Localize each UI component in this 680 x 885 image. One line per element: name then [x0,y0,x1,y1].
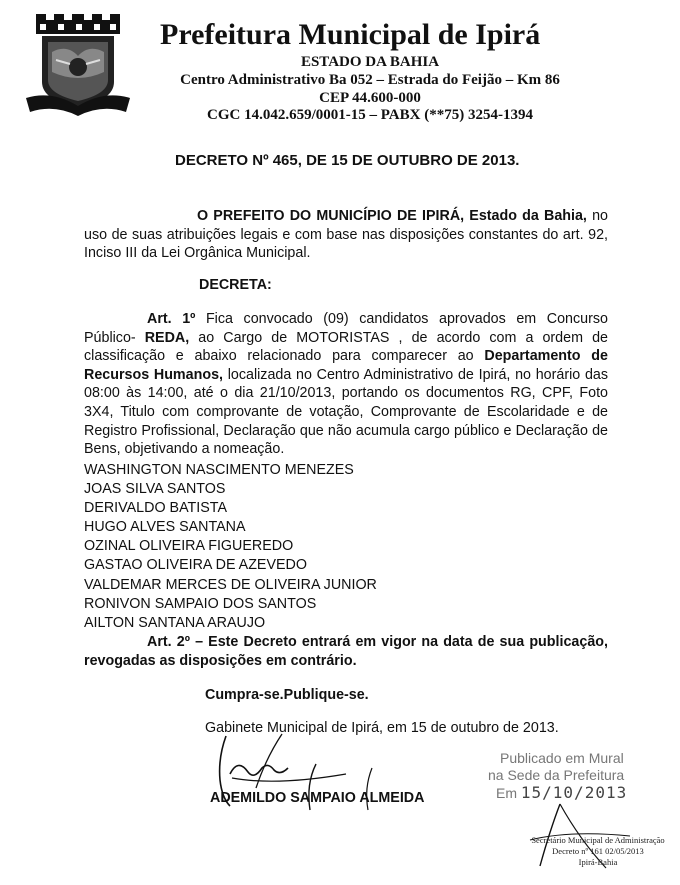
article-2-label: Art. 2º [147,634,190,650]
note-line-1: Secretário Municipal de Administração [531,835,665,845]
article-1-bold-1: REDA, [144,329,190,346]
publication-stamp [482,750,642,802]
article-1-paragraph [84,310,608,459]
article-1-text-3: localizada no Centro Administrativo de Ipirá, no horário das 08:00 às 14:00, até o dia 21/10/2013, portando os documentos RG, CPF, Foto 3X4, Titulo com comprovante de votação, Comprovante de Escolaridade e de Registro Profissional, Declaração que não acumula cargo público e Declaração de Bens, objetivando a nomeação. [84,366,608,458]
page-title: Prefeitura Municipal de Ipirá [160,18,541,51]
article-2-paragraph [84,633,608,670]
stamp-line-2: na Sede da Prefeitura [488,767,625,783]
list-item: VALDEMAR MERCES DE OLIVEIRA JUNIOR [84,576,377,593]
stamp-line-1: Publicado em Mural [500,750,624,766]
list-item: JOAS SILVA SANTOS [84,481,226,498]
list-item: RONIVON SAMPAIO DOS SANTOS [84,595,317,612]
list-item: DERIVALDO BATISTA [84,500,227,517]
cep-line: CEP 44.600-000 [319,90,421,106]
decree-title: DECRETO Nº 465, DE 15 DE OUTUBRO DE 2013. [175,152,520,169]
preamble-text: no uso de suas atribuições legais e com base nas disposições constantes do art. 92, Inciso III da Lei Orgânica Municipal. [84,208,608,262]
stamp-date: 15/10/2013 [520,783,628,802]
list-item: AILTON SANTANA ARAUJO [84,614,266,631]
list-item: HUGO ALVES SANTANA [84,519,246,536]
coat-of-arms-logo [22,12,134,118]
signer-name: ADEMILDO SAMPAIO ALMEIDA [210,790,425,806]
article-1-label: Art. 1º [147,311,196,327]
preamble-bold: O PREFEITO DO MUNICÍPIO DE IPIRÁ, Estado da Bahia, [197,208,587,224]
decreta-label: DECRETA: [199,277,272,293]
cgc-line: CGC 14.042.659/0001-15 – PABX (**75) 3254-1394 [207,107,533,123]
list-item: GASTAO OLIVEIRA DE AZEVEDO [84,557,307,574]
candidate-list [84,461,377,633]
list-item: OZINAL OLIVEIRA FIGUEREDO [84,538,294,555]
article-1-bold-2: Departamento de Recursos Humanos, [84,348,608,383]
article-1-text-1: Fica convocado (09) candidatos aprovados em Concurso Público- [84,311,608,346]
secretary-note [528,835,668,868]
closing-line: Cumpra-se.Publique-se. [205,687,369,703]
list-item: WASHINGTON NASCIMENTO MENEZES [84,462,354,478]
article-1-text-2: ao Cargo de MOTORISTAS , de acordo com a ordem de classificação e abaixo relacionado para comparecer ao [84,329,608,365]
preamble-paragraph [84,207,608,263]
address-line: Centro Administrativo Ba 052 – Estrada do Feijão – Km 86 [180,72,560,88]
article-2-text: – Este Decreto entrará em vigor na data de sua publicação, revogadas as disposições em contrário. [84,634,608,669]
place-date-line: Gabinete Municipal de Ipirá, em 15 de outubro de 2013. [205,720,559,736]
state-line: ESTADO DA BAHIA [300,54,440,70]
note-line-2: Decreto nº 161 02/05/2013 [552,846,644,856]
note-line-3: Ipirá-Bahia [578,857,618,867]
stamp-line-3-prefix: Em [496,785,517,801]
